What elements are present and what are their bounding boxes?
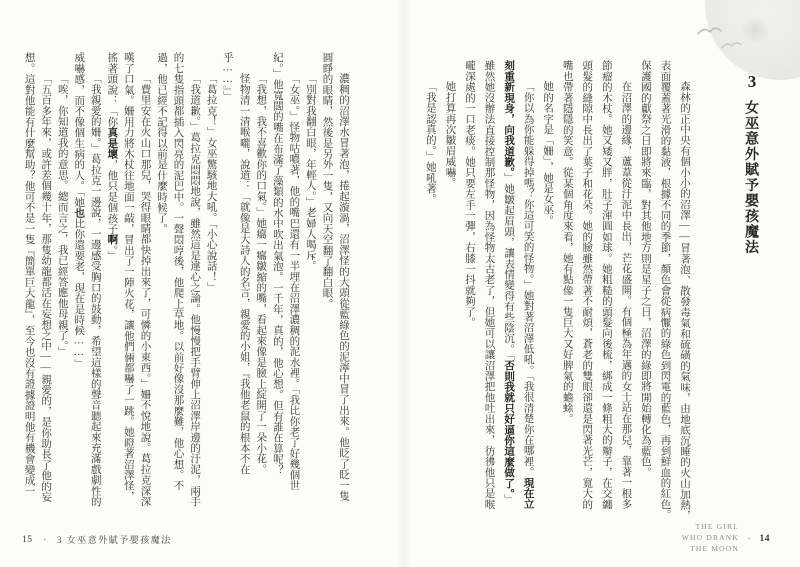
text-column: 想。這對他能有什麼幫助？他可不是一隻『簡單巨大龍』，至今也沒有證據證明他有機會變成一 — [23, 52, 35, 497]
text-column: 「我親愛的姍。」葛拉克一邊說，一邊感受胸口的鼓動，希望這樣的聲音聽起來充滿戲劇性的 — [89, 73, 101, 507]
right-page-columns — [424, 60, 690, 534]
text-column: 威嚇感，而不像個生病的人。「她也比你還要老，現在是時候……」 — [73, 52, 85, 369]
text-column: 在沼澤的邊緣，蘆葦從汙泥中長出，芒花盛開。有個極為年邁的女士站在那兒，靠著一根多 — [620, 81, 632, 509]
book-title-line: WHO DRANK — [681, 533, 740, 543]
right-page-footer — [682, 522, 770, 555]
page-number: 14 — [759, 533, 770, 544]
text-column: 乎……』」 — [222, 52, 234, 102]
page-number: 15 — [22, 534, 33, 545]
text-column: 「我是認真的。」她吼著。 — [424, 81, 436, 205]
text-column: 「葛拉克！」女巫驚駭地大吼。「小心說話！」 — [205, 73, 217, 293]
text-column: 頭髮的縫隙中長出了葉子和花朵。她的臉雖然帶著不耐煩，蒼老的雙眼卻還是閃著光芒，寬大的 — [581, 60, 593, 510]
text-column: 「我想，我不喜歡你的口氣。」她癟一癟皺縮的嘴，看起來像是臉上綻開了一朵小花。 — [255, 73, 267, 475]
text-column: 「別對我翻白眼，年輕人。」老婦人喝斥。 — [304, 73, 316, 272]
text-column: 表面覆蓋著光滑的黏液，根據不同的季節，顏色會從病懨的綠色到閃電的藍色，再到鮮血的紅色。 — [659, 60, 671, 521]
text-column: 保護國的獻祭之日即將來臨，對其他地方則是星子之日，沼澤的綠即將開始轉化為藍色。 — [639, 60, 651, 478]
separator-dot: • — [748, 534, 751, 543]
left-page-columns — [23, 52, 349, 526]
flying-birds-icon — [694, 22, 748, 58]
text-column: 嚨深處的一口老痰。她只要左手一彈，右膝一抖就夠了。 — [463, 60, 475, 328]
chapter-reference: 3 女巫意外賦予嬰孩魔法 — [56, 535, 172, 545]
text-column: 嘴也帶著隱隱的笑意。從某個角度來看，她有點像一隻巨大又好脾氣的蟾蜍。 — [561, 60, 573, 424]
page-gutter — [396, 0, 412, 567]
text-column: 嘆了口氣。姍用力將木杖往地面一敲，冒出了一陣火花，讓他們倆都嚇了一跳。她瞪著沼澤怪， — [122, 52, 134, 502]
text-column: 節瘤的木杖。她又矮又胖，肚子渾圓如球。她粗糙的頭髮向後梳，綁成一條粗大的辮子，在交纏 — [600, 60, 612, 510]
text-column: 「我道歉。」葛拉克悶悶地說，雖然這是違心之論。他慢慢把手臂伸上沼澤岸邊的汙泥，兩手 — [189, 73, 201, 507]
text-column: 過，他已經不記得以前是什麼時候了。 — [155, 52, 167, 234]
text-column: 圓睜的眼睛，然後是另外一隻，又向天空翻了翻白眼。 — [321, 52, 333, 309]
text-column: 「女巫。」怪物咕噥著，他的嘴巴還有一半埋在沼澤濃稠的泥水裡。「我比你老了好幾個世 — [288, 73, 300, 491]
text-column: 雖然她沒辦法直接控制那怪物，因為怪物太古老了，但她可以讓沼澤把他吐出來，彷彿他只是喉 — [483, 60, 495, 510]
text-column: 「費里安在火山口那兒，哭得眼睛都快掉出來了，可憐的小東西。」姍不悅地說。葛拉克深深 — [139, 73, 151, 507]
book-title-line: THE GIRL — [695, 522, 740, 532]
book-title-line: THE MOON — [690, 544, 740, 554]
text-column: 濃稠的沼澤水冒著泡，捲起漩渦，沼澤怪的大頭從藍綠色的泥濘中冒了出來。他眨了眨一隻 — [338, 73, 349, 501]
text-column: 她的名字是「姍」，她是女巫。 — [542, 81, 554, 226]
text-column: 「你以為你能躲得掉嗎？你這可笑的怪物。」她對著沼澤低吼。「我很清楚你在哪裡。現在立 — [522, 81, 534, 510]
text-column: 刻重新現身，向我道歉。」她皺起眉頭，讓表情變得有些陰沉。「否則我就只好逼你這麼做了。」 — [503, 60, 515, 505]
chapter-title: 女巫意外賦予嬰孩魔法 — [743, 100, 758, 255]
text-column: 森林的正中央有個小小的沼澤——冒著泡、散發毒氣和硫磺的氣味，由地底沉睡的火山加熱， — [679, 81, 690, 521]
text-column: 「唉，你知道我的意思。總而言之，我已經答應他母親了。」 — [56, 73, 68, 357]
chapter-number: 3 — [747, 72, 757, 91]
text-column: 搖著頭說：「你真是壞，他只是個孩子啊。」 — [106, 52, 118, 261]
text-column: 紀。」他寬闊的嘴在布滿了藻類的水中吹出氣泡。一千年，真的，他心想。但有誰在算呢？ — [271, 52, 283, 475]
text-column: 的七隻指頭都插入閃亮的泥巴中。一聲悶哼後，他爬上草地。以前好像沒那麼難，他心想。不 — [172, 52, 184, 491]
left-page-footer — [22, 533, 172, 546]
text-column: 怪物清一清喉嚨，說道：「就像是大詩人的名言，親愛的小姐，『我他老鼠的根本不在 — [238, 73, 250, 475]
separator-dot: • — [43, 535, 46, 544]
text-column: 「五百多年來，或許差個幾十年，那隻幼龍都活在妄想之中——親愛的，是你助長了他的妄 — [40, 73, 52, 502]
book-title — [682, 522, 739, 555]
text-column: 她打算再次皺眉威嚇。 — [444, 81, 456, 188]
